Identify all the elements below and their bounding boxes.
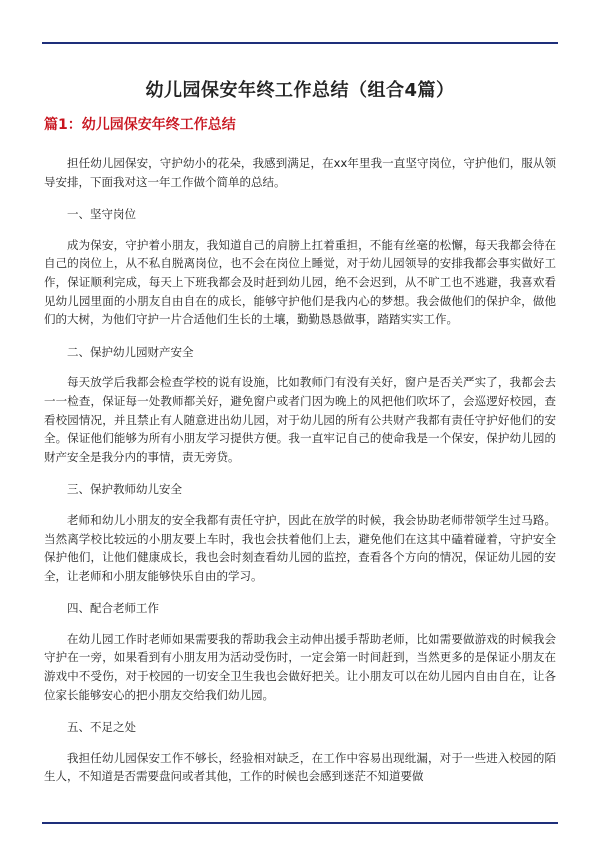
chapter-title: 篇1：幼儿园保安年终工作总结 xyxy=(44,117,236,133)
intro-paragraph: 担任幼儿园保安，守护幼小的花朵，我感到满足，在xx年里我一直坚守岗位，守护他们，服从领导安排，下面我对这一年工作做个简单的总结。 xyxy=(44,156,556,189)
section-paragraph: 老师和幼儿小朋友的安全我都有责任守护，因此在放学的时候，我会协助老师带领学生过马路。当然离学校比较远的小朋友要上车时，我也会扶着他们上去，避免他们在这其中磕着碰着，守护安全保护他们，让他们健康成长，我也会时刻查看幼儿园的监控，查看各个方向的情况，保证幼儿园的安全，让老师和小朋友能够快乐自由的学习。 xyxy=(44,512,556,583)
section-paragraph: 在幼儿园工作时老师如果需要我的帮助我会主动伸出援手帮助老师，比如需要做游戏的时候我会守护在一旁，如果看到有小朋友用为活动受伤时，一定会第一时间赶到，当然更多的是保证小朋友在游戏中不受伤，对于校园的一切安全卫生我也会做好把关。让小朋友可以在幼儿园内自由自在，让各位家长能够安心的把小朋友交给我们幼儿园。 xyxy=(44,631,556,702)
section-paragraph: 每天放学后我都会检查学校的说有设施，比如教师门有没有关好，窗户是否关严实了，我都会去一一检查，保证每一处教师都关好，避免窗户或者门因为晚上的风把他们吹坏了，会巡逻好校园，查看校园情况，并且禁止有人随意进出幼儿园，对于幼儿园的所有公共财产我都有责任守护好他们的安全。保证他们能够为所有小朋友学习提供方便。我一直牢记自己的使命我是一个保安，保护幼儿园的财产安全是我分内的事情，责无旁贷。 xyxy=(44,375,556,464)
section-paragraph: 我担任幼儿园保安工作不够长，经验相对缺乏，在工作中容易出现纰漏，对于一些进入校园的陌生人，不知道是否需要盘问或者其他，工作的时候也会感到迷茫不知道要做 xyxy=(44,750,556,784)
footer-rule xyxy=(42,822,558,824)
header-rule xyxy=(42,42,558,44)
section-heading: 二、保护幼儿园财产安全 xyxy=(67,344,194,359)
section-heading: 四、配合老师工作 xyxy=(67,601,159,616)
document-body xyxy=(44,140,556,786)
section-paragraph: 成为保安，守护着小朋友，我知道自己的肩膀上扛着重担，不能有丝毫的松懈，每天我都会待在自己的岗位上，从不私自脱离岗位，也不会在岗位上睡觉，对于幼儿园领导的安排我都会事实做好工作，保证顺利完成，每天上下班我都会及时赶到幼儿园，绝不会迟到，从不旷工也不逃避，我喜欢看见幼儿园里面的小朋友自由自在的成长，能够守护他们是我内心的梦想。我会做他们的保护伞，做他们的大树，为他们守护一片合适他们生长的土壤，勤勤恳恳做事，踏踏实实工作。 xyxy=(44,237,556,327)
section-heading: 三、保护教师幼儿安全 xyxy=(67,482,182,497)
section-heading: 五、不足之处 xyxy=(67,720,136,735)
document-title: 幼儿园保安年终工作总结（组合4篇） xyxy=(145,80,455,101)
section-heading: 一、坚守岗位 xyxy=(67,207,136,222)
